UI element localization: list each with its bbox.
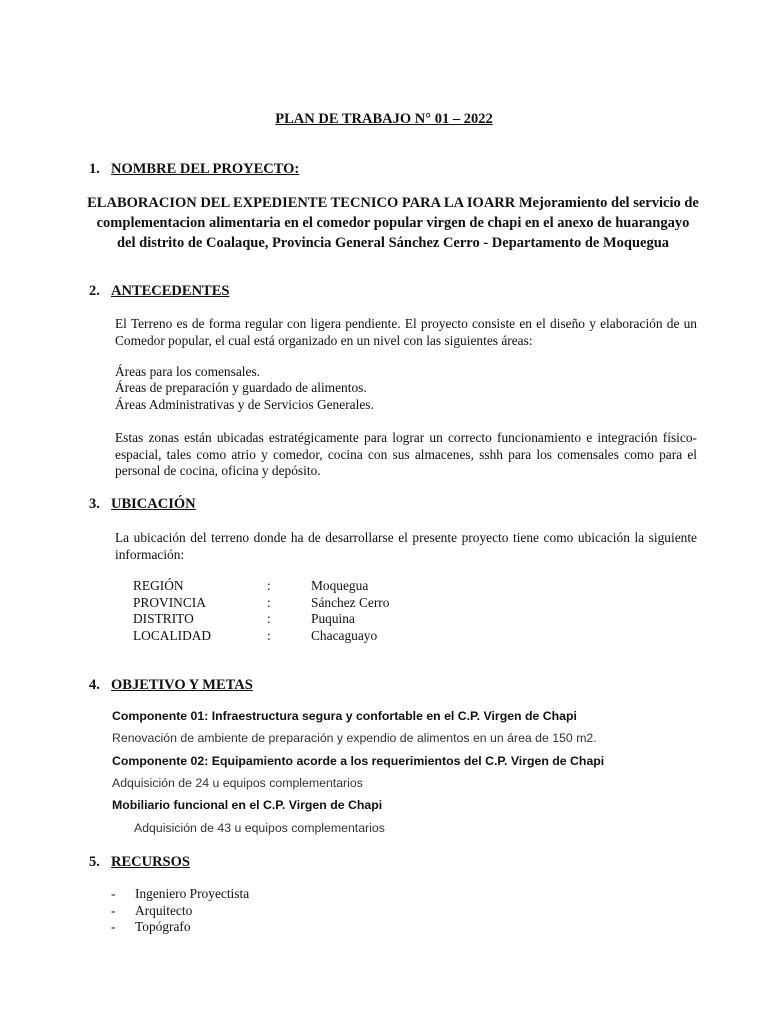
section-number: 2. <box>89 283 100 299</box>
location-value: Sánchez Cerro <box>311 595 390 610</box>
location-label: REGIÓN <box>133 578 184 593</box>
section-2-heading <box>89 282 229 300</box>
area-item: Áreas para los comensales. <box>115 364 261 379</box>
component-2-description: Adquisición de 24 u equipos complementarios <box>112 776 363 790</box>
location-label: LOCALIDAD <box>133 628 212 643</box>
location-value: Moquegua <box>311 578 369 593</box>
section-number: 3. <box>89 496 100 512</box>
resource-item: Arquitecto <box>135 903 193 918</box>
section-number: 5. <box>89 854 100 870</box>
location-separator: : <box>267 578 271 593</box>
component-3-title: Mobiliario funcional en el C.P. Virgen de Chapi <box>112 798 383 812</box>
location-value: Puquina <box>311 611 355 626</box>
resource-item: Topógrafo <box>135 919 191 934</box>
area-item: Áreas de preparación y guardado de alimentos. <box>115 380 367 395</box>
area-item: Áreas Administrativas y de Servicios Generales. <box>115 397 374 412</box>
section-number: 4. <box>89 677 100 693</box>
location-separator: : <box>267 628 271 643</box>
section-title: NOMBRE DEL PROYECTO: <box>111 161 300 177</box>
section-title: ANTECEDENTES <box>111 283 230 299</box>
section-title: OBJETIVO Y METAS <box>111 677 253 693</box>
location-label: PROVINCIA <box>133 595 206 610</box>
section-title: RECURSOS <box>111 854 190 870</box>
antecedentes-intro: El Terreno es de forma regular con ligera pendiente. El proyecto consiste en el diseño y elaboración de un Comedor popular, el cual está organizado en un nivel con las siguientes áreas: <box>115 316 697 348</box>
document-title: PLAN DE TRABAJO N° 01 – 2022 <box>275 111 493 127</box>
component-2-title: Componente 02: Equipamiento acorde a los requerimientos del C.P. Virgen de Chapi <box>112 754 605 768</box>
component-1-title: Componente 01: Infraestructura segura y confortable en el C.P. Virgen de Chapi <box>112 709 577 723</box>
resource-item: Ingeniero Proyectista <box>135 886 250 901</box>
ubicacion-intro: La ubicación del terreno donde ha de desarrollarse el presente proyecto tiene como ubicación la siguiente información: <box>115 530 697 562</box>
bullet-dash: - <box>111 919 116 934</box>
bullet-dash: - <box>111 903 116 918</box>
project-name: ELABORACION DEL EXPEDIENTE TECNICO PARA LA IOARR Mejoramiento del servicio de complementacion alimentaria en el comedor popular virgen de chapi en el anexo de huarangayo del distrito de Coalaque, Provincia General Sánchez Cerro - Departamento de Moquegua <box>87 195 699 251</box>
section-4-heading <box>89 676 253 694</box>
antecedentes-zonas: Estas zonas están ubicadas estratégicamente para lograr un correcto funcionamiento e integración físico-espacial, tales como atrio y comedor, cocina con sus almacenes, sshh para los comensales como para el personal de cocina, oficina y depósito. <box>115 430 697 478</box>
location-separator: : <box>267 595 271 610</box>
section-number: 1. <box>89 161 100 177</box>
bullet-dash: - <box>111 886 116 901</box>
location-separator: : <box>267 611 271 626</box>
component-3-description: Adquisición de 43 u equipos complementarios <box>134 821 385 835</box>
location-value: Chacaguayo <box>311 628 378 643</box>
component-1-description: Renovación de ambiente de preparación y expendio de alimentos en un área de 150 m2. <box>112 731 597 745</box>
section-1-heading <box>89 160 299 178</box>
location-label: DISTRITO <box>133 611 194 626</box>
section-5-heading <box>89 853 190 871</box>
section-3-heading <box>89 495 196 513</box>
section-title: UBICACIÓN <box>111 496 196 512</box>
